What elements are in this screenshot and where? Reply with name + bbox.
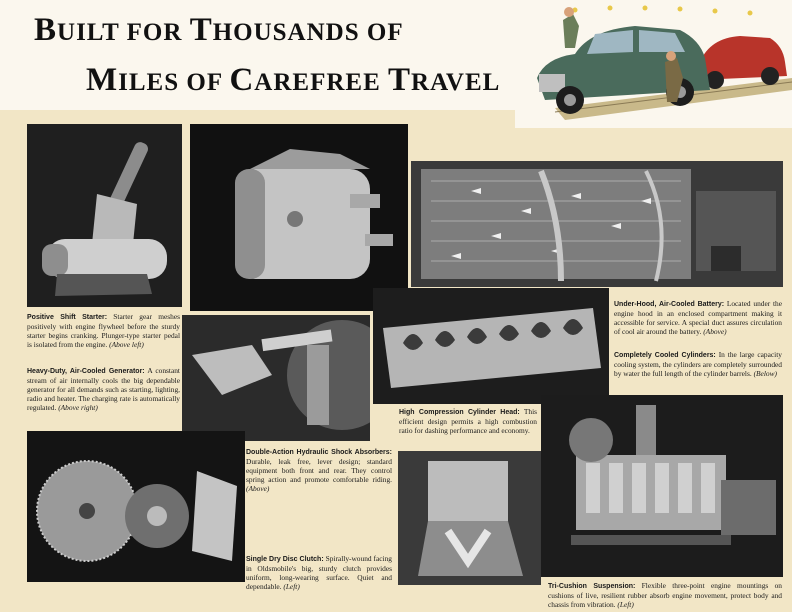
caption-clutch: Single Dry Disc Clutch: Spirally-wound facing in Oldsmobile's big, sturdy clutch provides uniform, long-wearing surface. Quiet and dependable. (Left) [246,554,392,591]
caption-battery: Under-Hood, Air-Cooled Battery: Located under the engine hood in an enclosed compartment making it accessible for service. A special duct assures circulation of cool air around the battery. (Above) [614,299,782,336]
headline-initial: T [388,62,412,98]
generator-photo [190,124,408,311]
caption-generator: Heavy-Duty, Air-Cooled Generator: A constant stream of air internally cools the big dependable generator for all demands such as starting, lighting, radio and heater. The charging rate is automatically regulated. (Above right) [27,366,180,412]
headline-text: ILES OF [118,69,230,96]
headline-initial: T [189,12,213,48]
car-service-illustration [515,0,792,128]
headline-line-2 [86,62,500,99]
caption-suspension: Tri-Cushion Suspension: Flexible three-point engine mountings on cushions of live, resilient rubber absorb engine movement, protect body and chassis from vibration. (Left) [548,581,783,609]
clutch-photo [27,431,245,582]
headline-line-1 [34,12,404,49]
caption-cylinders: Completely Cooled Cylinders: In the large capacity cooling system, the cylinders are completely surrounded by water the full length of the cylinder barrels. (Below) [614,350,782,378]
headline-initial: M [86,62,119,98]
headline-initial: B [34,12,58,48]
engine-suspension-photo [541,395,783,577]
shock-absorber-photo [182,315,370,441]
headline-text: RAVEL [411,69,501,96]
caption-shocks: Double-Action Hydraulic Shock Absorbers: Durable, leak free, lever design; standard equipment both front and rear. They control spring action and promote comfortable riding. (Above) [246,449,392,493]
headline-initial: C [229,62,255,98]
starter-photo [27,124,182,307]
cooling-system-photo [411,161,783,287]
engine-internals-photo [398,451,541,585]
caption-starter: Positive Shift Starter: Starter gear meshes positively with engine flywheel before the sturdy starter begins cranking. Plunger-type starter pedal is isolated from the engine. (Above left) [27,312,181,349]
headline-text: AREFREE [254,69,388,96]
headline-text: HOUSANDS OF [212,19,404,46]
cylinder-head-photo [373,288,609,404]
caption-cylinder-head: High Compression Cylinder Head: This efficient design permits a high combustion ratio for dashing performance and economy. [399,407,537,435]
headline-text: UILT FOR [57,19,190,46]
